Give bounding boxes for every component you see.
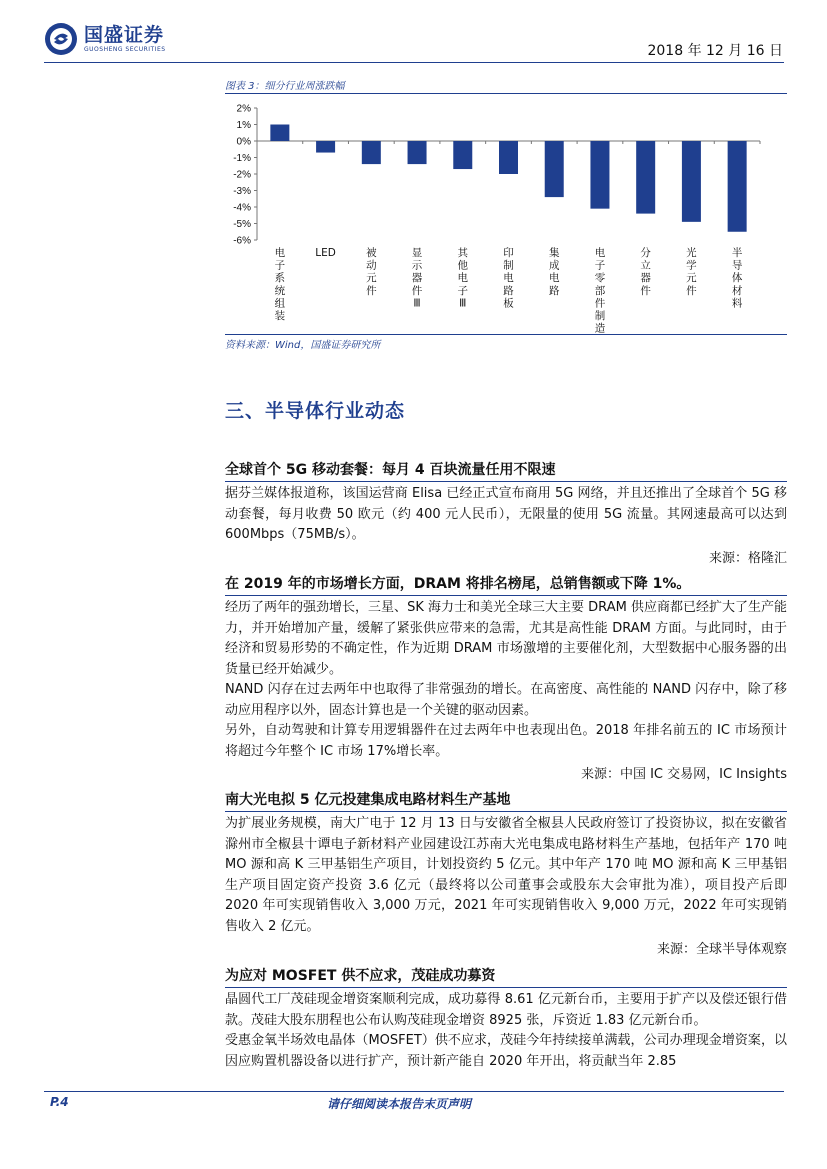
y-tick-label: -1% xyxy=(233,153,251,164)
disclaimer-note: 请仔细阅读本报告末页声明 xyxy=(327,1097,472,1111)
figure-bottom-rule xyxy=(225,334,787,335)
y-tick-label: -6% xyxy=(233,235,251,247)
news-title: 南大光电拟 5 亿元投建集成电路材料生产基地 xyxy=(225,790,787,812)
figure-caption: 图表 3：细分行业周涨跌幅 xyxy=(225,81,345,92)
y-tick-label: -3% xyxy=(233,186,251,197)
x-tick-label: 印制电路板 xyxy=(503,247,514,310)
x-tick-label: 集成电路 xyxy=(548,247,560,297)
x-tick-label: 电子零部件制造 xyxy=(594,247,606,334)
page-number: P.4 xyxy=(50,1095,69,1109)
bar xyxy=(682,141,701,222)
bar xyxy=(453,141,472,169)
news-source: 来源：格隆汇 xyxy=(708,550,787,566)
bar xyxy=(270,125,289,142)
news-paragraph: 晶圆代工厂茂硅现金增资案顺利完成，成功募得 8.61 亿元新台币，主要用于扩产以及偿还银行借款。茂硅大股东朋程也公布认购茂硅现金增资 8925 张，斥资近 1.83 亿元新台币。 xyxy=(225,992,787,1028)
brand-logo xyxy=(44,22,166,56)
y-tick-label: 1% xyxy=(236,120,251,131)
news-title: 全球首个 5G 移动套餐：每月 4 百块流量任用不限速 xyxy=(225,460,787,482)
x-tick-label: 光学元件 xyxy=(686,247,697,297)
news-paragraph: 据芬兰媒体报道称，该国运营商 Elisa 已经正式宣布商用 5G 网络，并且还推出了全球首个 5G 移动套餐，每月收费 50 欧元（约 400 元人民币），无限量的使用 5G 流量。其网速最高可以达到 600Mbps（75MB/s）。 xyxy=(225,486,787,542)
bar xyxy=(408,141,427,164)
news-paragraph: NAND 闪存在过去两年中也取得了非常强劲的增长。在高密度、高性能的 NAND 闪存中，除了移动应用程序以外，固态计算也是一个关键的驱动因素。 xyxy=(225,682,787,718)
report-date: 2018 年 12 月 16 日 xyxy=(647,43,783,59)
news-item-dram xyxy=(225,574,787,786)
y-tick-label: 2% xyxy=(236,103,251,115)
x-tick-label: 电子系统组装 xyxy=(274,247,286,322)
brand-name-cn: 国盛证券 xyxy=(84,24,165,46)
x-tick-label: 半导体材料 xyxy=(731,247,743,310)
news-source: 来源：中国 IC 交易网，IC Insights xyxy=(580,767,787,782)
news-item-mosfet xyxy=(225,966,787,1072)
sector-weekly-change-chart xyxy=(225,98,787,334)
news-paragraph: 受惠金氧半场效电晶体（MOSFET）供不应求，茂硅今年持续接单满载，公司办理现金增资案，以因应购置机器设备以进行扩产，预计新产能自 2020 年开出，将贡献当年 2.85 xyxy=(225,1033,787,1069)
bar xyxy=(636,141,655,214)
bar xyxy=(362,141,381,164)
x-tick-label: 分立器件 xyxy=(640,247,651,297)
y-tick-label: 0% xyxy=(236,136,251,148)
news-title: 在 2019 年的市场增长方面，DRAM 将排名榜尾，总销售额或下降 1%。 xyxy=(225,574,787,596)
news-paragraph: 另外，自动驾驶和计算专用逻辑器件在过去两年中也表现出色。2018 年排名前五的 IC 市场预计将超过今年整个 IC 市场 17%增长率。 xyxy=(225,723,787,759)
news-source: 来源：全球半导体观察 xyxy=(656,942,787,957)
news-paragraph: 为扩展业务规模，南大广电于 12 月 13 日与安徽省全椒县人民政府签订了投资协议，拟在安徽省滁州市全椒县十谭电子新材料产业园建设江苏南大光电集成电路材料生产基地，包括年产 170 吨 MO 源和高 K 三甲基铝生产项目，计划投资约 5 亿元。其中年产 170 吨 MO 源和高 K 三甲基铝生产项目固定资产投资 3.6 亿元（最终将以公司董事会或股东大会审批为准），项目投产后即 2020 年可实现销售收入 3,000 万元，2021 年可实现销售收入 9,000 万元，2022 年可实现销售收入 2 亿元。 xyxy=(225,816,787,934)
figure-source: 资料来源：Wind，国盛证券研究所 xyxy=(225,340,381,351)
bar xyxy=(728,141,747,232)
y-tick-label: -4% xyxy=(233,202,251,214)
y-tick-label: -5% xyxy=(233,219,251,230)
x-tick-label: 被动元件 xyxy=(366,247,377,297)
brand-name-en: GUOSHENG SECURITIES xyxy=(84,46,166,53)
x-tick-label: LED xyxy=(315,247,336,259)
header-divider xyxy=(44,62,784,63)
bar xyxy=(590,141,609,209)
bar xyxy=(545,141,564,197)
bar xyxy=(499,141,518,174)
guosheng-logo-icon xyxy=(44,22,78,56)
bar xyxy=(316,141,335,153)
news-item-5g xyxy=(225,460,787,570)
news-paragraph: 经历了两年的强劲增长，三星、SK 海力士和美光全球三大主要 DRAM 供应商都已经扩大了生产能力，并开始增加产量，缓解了紧张供应带来的急需，尤其是高性能 DRAM 方面。与此同时，由于经济和贸易形势的不确定性，作为近期 DRAM 市场激增的主要催化剂，大型数据中心服务器的出货量已经开始减少。 xyxy=(225,600,787,677)
news-item-nata xyxy=(225,790,787,961)
x-tick-label: 其他电子 Ⅲ xyxy=(457,247,469,310)
news-title: 为应对 MOSFET 供不应求，茂硅成功募资 xyxy=(225,966,787,988)
x-tick-label: 显示器件 Ⅲ xyxy=(411,247,423,310)
section-title: 三、半导体行业动态 xyxy=(225,400,406,422)
y-tick-label: -2% xyxy=(233,169,251,181)
figure-top-rule xyxy=(225,93,787,94)
footer-divider xyxy=(44,1091,784,1092)
